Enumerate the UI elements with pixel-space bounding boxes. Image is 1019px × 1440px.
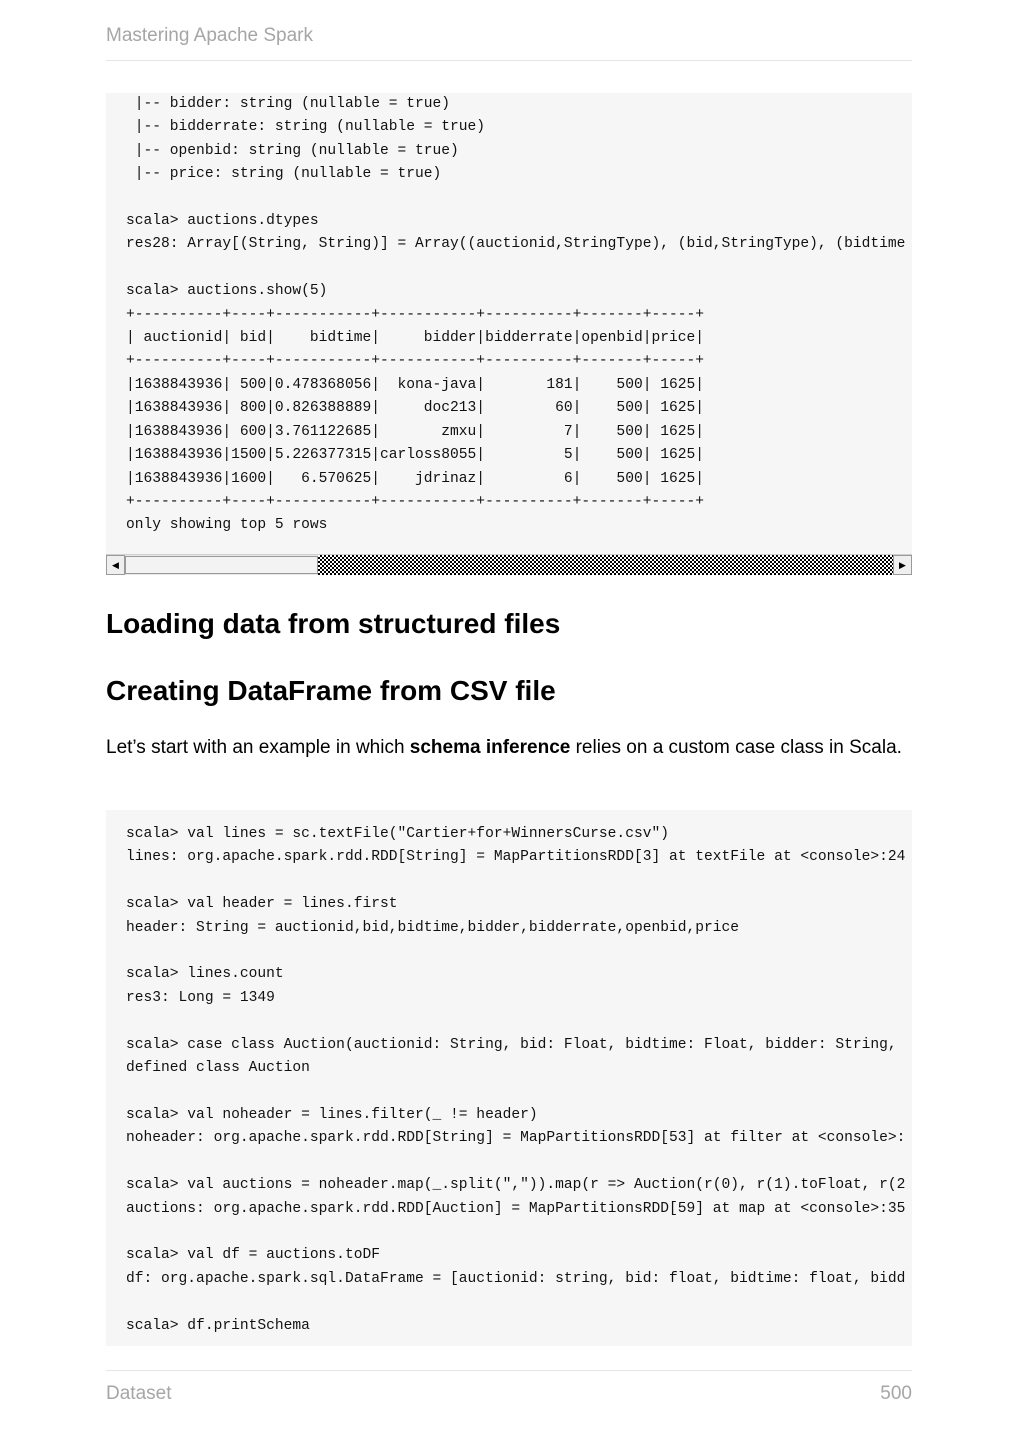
table-row: |1638843936| 800|0.826388889| doc213| 60| 500| 1625| [126,400,705,417]
paragraph-text-before: Let’s start with an example in which [106,737,410,758]
footer-page-number: 500 [880,1383,912,1404]
code-line: df: org.apache.spark.sql.DataFrame = [auctionid: string, bid: float, bidtime: float, bidd [126,1270,906,1287]
code-line: scala> case class Auction(auctionid: String, bid: Float, bidtime: Float, bidder: String, [126,1036,897,1053]
code-block-csv-example [106,810,912,1346]
page-header [106,22,912,61]
intro-paragraph [106,733,912,763]
scroll-right-arrow-icon[interactable]: ▶ [893,555,912,575]
code-line: |-- price: string (nullable = true) [126,166,442,183]
code-line: res3: Long = 1349 [126,989,275,1006]
table-row: |1638843936|1600| 6.570625| jdrinaz| 6| 500| 1625| [126,470,705,487]
code-line: |-- bidder: string (nullable = true) [126,96,451,112]
horizontal-scrollbar[interactable] [106,554,912,575]
code-line: noheader: org.apache.spark.rdd.RDD[String] = MapPartitionsRDD[53] at filter at <console>: [126,1130,906,1147]
code-line: res28: Array[(String, String)] = Array((auctionid,StringType), (bid,StringType), (bidtime [126,236,906,253]
code-line: header: String = auctionid,bid,bidtime,bidder,bidderrate,openbid,price [126,919,740,936]
code-line: defined class Auction [126,1060,310,1077]
section-heading-csv-file: Creating DataFrame from CSV file [106,675,556,706]
scroll-left-arrow-icon[interactable]: ◀ [106,555,125,575]
code-content [106,93,912,538]
code-line: scala> val header = lines.first [126,896,398,913]
code-line: scala> df.printSchema [126,1317,310,1334]
table-border-line: +----------+----+-----------+-----------+----------+-------+-----+ [126,306,705,323]
code-line: lines: org.apache.spark.rdd.RDD[String] = MapPartitionsRDD[3] at textFile at <console>:24 [126,849,906,866]
table-row: |1638843936| 500|0.478368056| kona-java| 181| 500| 1625| [126,376,705,393]
code-line: |-- openbid: string (nullable = true) [126,142,459,159]
code-line: scala> auctions.dtypes [126,213,319,230]
code-line: scala> val noheader = lines.filter(_ != header) [126,1106,538,1123]
code-line: scala> lines.count [126,966,284,983]
table-border-line: +----------+----+-----------+-----------+----------+-------+-----+ [126,353,705,370]
table-header-line: | auctionid| bid| bidtime| bidder|bidderrate|openbid|price| [126,330,705,347]
book-title: Mastering Apache Spark [106,25,314,46]
code-line: |-- bidderrate: string (nullable = true) [126,119,486,136]
code-line: scala> auctions.show(5) [126,283,328,300]
paragraph-text-after: relies on a custom case class in Scala. [570,737,902,758]
scrollbar-thumb[interactable] [125,556,318,574]
code-line: scala> val lines = sc.textFile("Cartier+for+WinnersCurse.csv") [126,826,669,842]
table-row: |1638843936|1500|5.226377315|carloss8055| 5| 500| 1625| [126,447,705,464]
table-border-line: +----------+----+-----------+-----------+----------+-------+-----+ [126,493,705,510]
scrollbar-track[interactable] [318,555,893,575]
code-line: scala> val auctions = noheader.map(_.split(",")).map(r => Auction(r(0), r(1).toFloat, r(2 [126,1177,906,1194]
footer-section-name: Dataset [106,1383,172,1404]
page-footer [106,1370,912,1420]
code-line: auctions: org.apache.spark.rdd.RDD[Auction] = MapPartitionsRDD[59] at map at <console>:35 [126,1200,906,1217]
code-content [106,810,912,1338]
section-heading-structured-files: Loading data from structured files [106,608,561,639]
table-row: |1638843936| 600|3.761122685| zmxu| 7| 500| 1625| [126,423,705,440]
code-block-schema-and-show [106,93,912,575]
code-line: scala> val df = auctions.toDF [126,1247,380,1264]
code-line: only showing top 5 rows [126,517,328,534]
paragraph-bold-term: schema inference [409,737,571,758]
